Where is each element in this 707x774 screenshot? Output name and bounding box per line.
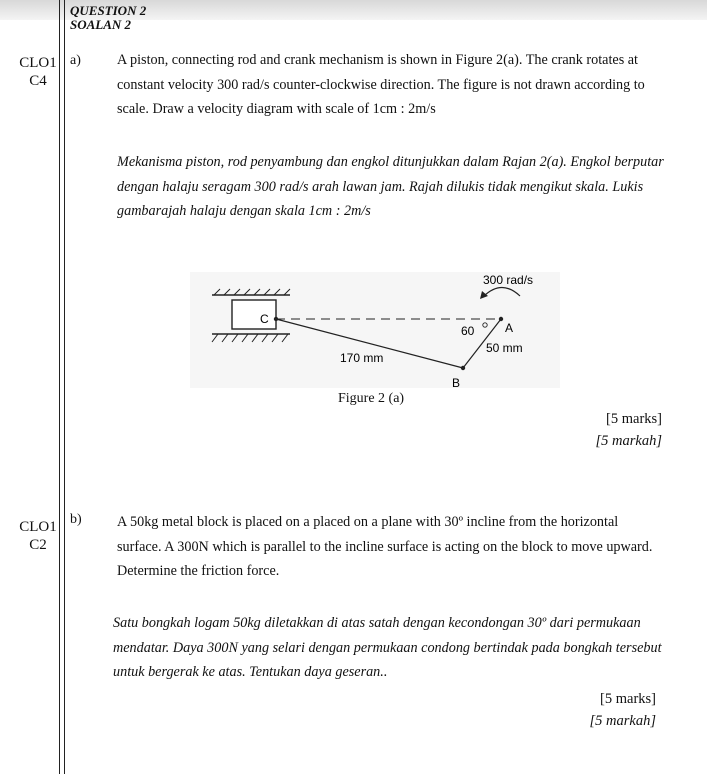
part-a-level: C4 [29,73,47,89]
column-divider-right [64,0,65,774]
pin-b [461,366,465,370]
part-b-clo [13,518,63,554]
pin-c [274,317,278,321]
omega-label: 300 rad/s [483,273,534,287]
figure-caption: Figure 2 (a) [338,391,405,406]
part-a-text-en: A piston, connecting rod and crank mechanism is shown in Figure 2(a). The crank rotates at constant velocity 300 rad/s counter-clockwise direction. The figure is not drawn according to scale. Draw a velocity diagram with scale of 1cm : 2m/s [117,52,645,117]
part-b-marks [530,688,656,732]
part-a-text-ms: Mekanisma piston, rod penyambung dan engkol ditunjukkan dalam Rajan 2(a). Engkol berputar dengan halaju seragam 300 rad/s arah lawan jam. Rajah dilukis tidak mengikut skala. Lukis gambarajah halaju dengan skala 1cm : 2m/s [117,154,664,219]
part-a-marks [540,408,662,452]
part-b-marks-en: [5 marks] [600,691,656,707]
point-c-label: C [260,312,269,326]
part-a-label: a) [70,53,81,68]
part-a-marks-en: [5 marks] [606,411,662,427]
piston-block [232,300,276,329]
part-b-label: b) [70,512,82,527]
crank-length-label: 50 mm [486,341,523,355]
figure-2a-mechanism [190,262,570,392]
part-b-text-en: A 50kg metal block is placed on a placed on a plane with 30º incline from the horizontal surface. A 300N which is parallel to the incline surface is acting on the block to move upward. Determine the friction force. [117,514,653,579]
question-title-en: QUESTION 2 [70,3,147,18]
part-a-clo [13,54,63,90]
part-a-clo-code: CLO1 [19,55,57,71]
part-b-level: C2 [29,537,47,553]
point-b-label: B [452,376,461,390]
question-heading [70,4,146,32]
part-b-marks-ms: [5 markah] [589,713,656,729]
column-divider-left [59,0,60,774]
part-a-marks-ms: [5 markah] [595,433,662,449]
pivot-a [499,317,503,321]
point-a-label: A [505,321,514,335]
part-b-text-ms: Satu bongkah logam 50kg diletakkan di atas satah dengan kecondongan 30º dari permukaan mendatar. Daya 300N yang selari dengan permukaan condong bertindak pada bongkah tersebut untuk bergerak ke atas. Tentukan daya geseran.. [113,615,662,680]
angle-label: 60 [461,324,475,338]
rod-length-label: 170 mm [340,351,384,365]
part-b-clo-code: CLO1 [19,519,57,535]
question-title-ms: SOALAN 2 [70,17,132,32]
